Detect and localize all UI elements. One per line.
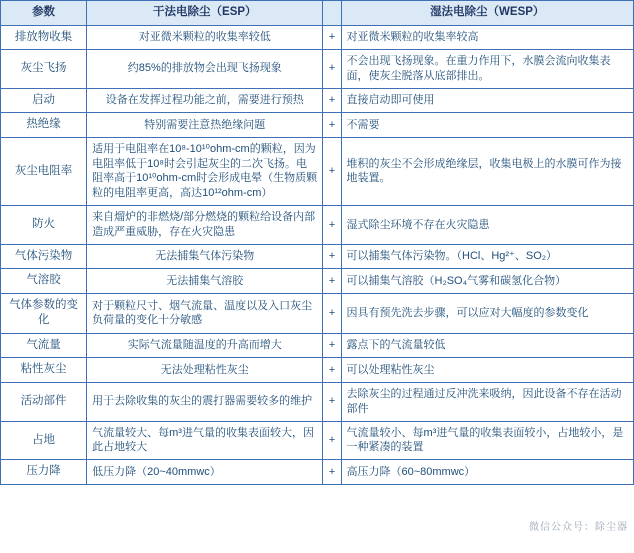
cell-param: 灰尘电阻率	[1, 137, 87, 205]
table-row	[1, 244, 634, 269]
cell-wesp: 可以捕集气溶胶（H₂SO₄气雾和碳氢化合物）	[341, 269, 634, 294]
cell-plus: +	[323, 358, 341, 383]
header-row	[1, 1, 634, 26]
cell-wesp: 因具有预先洗去步骤，可以应对大幅度的参数变化	[341, 293, 634, 333]
table-row	[1, 382, 634, 421]
header-esp: 干法电除尘（ESP）	[87, 1, 323, 26]
cell-esp: 无法捕集气溶胶	[87, 269, 323, 294]
cell-param: 排放物收集	[1, 25, 87, 50]
cell-param: 气流量	[1, 333, 87, 358]
cell-param: 压力降	[1, 460, 87, 485]
table-header	[1, 1, 634, 26]
table-row	[1, 333, 634, 358]
cell-esp: 低压力降（20~40mmwc）	[87, 460, 323, 485]
cell-wesp: 高压力降（60~80mmwc）	[341, 460, 634, 485]
table-row	[1, 137, 634, 205]
cell-param: 防火	[1, 206, 87, 245]
cell-esp: 无法捕集气体污染物	[87, 244, 323, 269]
table-row	[1, 206, 634, 245]
cell-plus: +	[323, 269, 341, 294]
header-plus	[323, 1, 341, 26]
cell-param: 气溶胶	[1, 269, 87, 294]
cell-esp: 约85%的排放物会出现飞扬现象	[87, 50, 323, 89]
cell-param: 气体污染物	[1, 244, 87, 269]
cell-param: 热绝缘	[1, 113, 87, 138]
cell-wesp: 可以捕集气体污染物。（HCl、Hg²⁺、SO₂）	[341, 244, 634, 269]
cell-param: 活动部件	[1, 382, 87, 421]
cell-wesp: 直接启动即可使用	[341, 88, 634, 113]
watermark-text: 微信公众号：除尘器	[529, 522, 628, 533]
cell-esp: 对于颗粒尺寸、烟气流量、温度以及入口灰尘负荷量的变化十分敏感	[87, 293, 323, 333]
cell-wesp: 不会出现飞扬现象。在重力作用下，水膜会流向收集表面，使灰尘脱落从底部排出。	[341, 50, 634, 89]
cell-plus: +	[323, 25, 341, 50]
cell-esp: 实际气流量随温度的升高而增大	[87, 333, 323, 358]
table-row	[1, 421, 634, 460]
table-row	[1, 50, 634, 89]
cell-param: 灰尘飞扬	[1, 50, 87, 89]
cell-esp: 特别需要注意热绝缘问题	[87, 113, 323, 138]
cell-plus: +	[323, 137, 341, 205]
cell-param: 气体参数的变化	[1, 293, 87, 333]
header-param: 参数	[1, 1, 87, 26]
cell-plus: +	[323, 244, 341, 269]
cell-wesp: 露点下的气流量较低	[341, 333, 634, 358]
cell-esp: 气流量较大、每m³进气量的收集表面较大，因此占地较大	[87, 421, 323, 460]
cell-esp: 对亚微米颗粒的收集率较低	[87, 25, 323, 50]
table-row	[1, 113, 634, 138]
header-wesp: 湿法电除尘（WESP）	[341, 1, 634, 26]
cell-plus: +	[323, 206, 341, 245]
cell-plus: +	[323, 421, 341, 460]
cell-esp: 来自熘炉的非燃烧/部分燃烧的颗粒给设备内部造成严重威胁，存在火灾隐患	[87, 206, 323, 245]
cell-param: 粘性灰尘	[1, 358, 87, 383]
cell-plus: +	[323, 382, 341, 421]
cell-wesp: 可以处理粘性灰尘	[341, 358, 634, 383]
cell-wesp: 堆积的灰尘不会形成绝缘层，收集电极上的水膜可作为接地装置。	[341, 137, 634, 205]
table-row	[1, 358, 634, 383]
cell-esp: 设备在发挥过程功能之前，需要进行预热	[87, 88, 323, 113]
cell-plus: +	[323, 333, 341, 358]
cell-esp: 无法处理粘性灰尘	[87, 358, 323, 383]
cell-plus: +	[323, 293, 341, 333]
table-row	[1, 88, 634, 113]
table-body	[1, 25, 634, 484]
cell-param: 启动	[1, 88, 87, 113]
cell-wesp: 气流量较小、每m³进气量的收集表面较小，占地较小，是一种紧凑的装置	[341, 421, 634, 460]
table-row	[1, 269, 634, 294]
cell-esp: 用于去除收集的灰尘的震打器需要较多的维护	[87, 382, 323, 421]
cell-esp: 适用于电阻率在10⁸-10¹⁰ohm-cm的颗粒，因为电阻率低于10⁸时会引起灰尘的二次飞扬。电阻率高于10¹⁰ohm-cm时会形成电晕（生物质颗粒的电阻率更高，高达10¹²ohm-cm）	[87, 137, 323, 205]
cell-plus: +	[323, 88, 341, 113]
cell-wesp: 湿式除尘环境不存在火灾隐患	[341, 206, 634, 245]
cell-plus: +	[323, 460, 341, 485]
cell-param: 占地	[1, 421, 87, 460]
cell-wesp: 对亚微米颗粒的收集率较高	[341, 25, 634, 50]
table-row	[1, 25, 634, 50]
cell-plus: +	[323, 113, 341, 138]
table-row	[1, 293, 634, 333]
table-row	[1, 460, 634, 485]
cell-wesp: 去除灰尘的过程通过反冲洗来吸纳，因此设备不存在活动部件	[341, 382, 634, 421]
cell-plus: +	[323, 50, 341, 89]
cell-wesp: 不需要	[341, 113, 634, 138]
